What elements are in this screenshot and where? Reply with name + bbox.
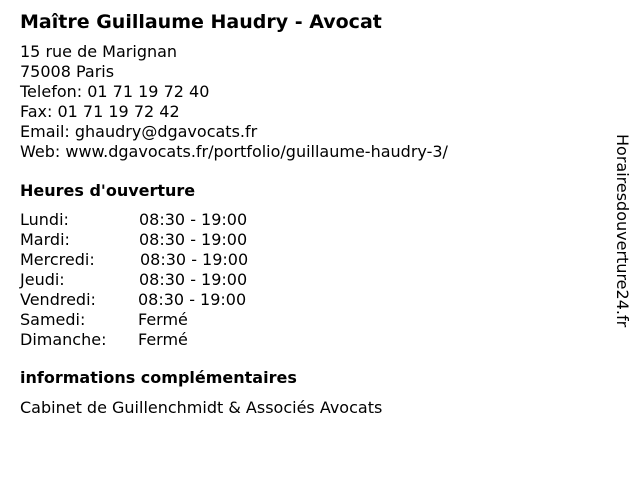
site-watermark: Horairesdouverture24.fr (613, 134, 632, 328)
hours-row-thursday (20, 270, 600, 290)
hours-time: 08:30 - 19:00 (139, 230, 248, 249)
additional-info-heading: informations complémentaires (20, 368, 297, 387)
hours-row-monday (20, 210, 600, 230)
hours-row-wednesday (20, 250, 600, 270)
opening-hours-list (20, 210, 600, 350)
phone-number: Telefon: 01 71 19 72 40 (20, 82, 210, 101)
hours-day: Vendredi: (20, 290, 96, 309)
hours-time: 08:30 - 19:00 (139, 270, 248, 289)
hours-day: Dimanche: (20, 330, 107, 349)
address-city: 75008 Paris (20, 62, 115, 81)
hours-time: 08:30 - 19:00 (140, 250, 249, 269)
hours-day: Mercredi: (20, 250, 95, 269)
hours-day: Samedi: (20, 310, 86, 329)
additional-info-text: Cabinet de Guillenchmidt & Associés Avocats (20, 398, 383, 417)
address-street: 15 rue de Marignan (20, 42, 178, 61)
email-address: Email: ghaudry@dgavocats.fr (20, 122, 258, 141)
hours-time: Fermé (138, 310, 188, 329)
hours-row-saturday (20, 310, 600, 330)
website-url: Web: www.dgavocats.fr/portfolio/guillaume-haudry-3/ (20, 142, 448, 161)
hours-row-friday (20, 290, 600, 310)
hours-day: Jeudi: (20, 270, 65, 289)
hours-time: 08:30 - 19:00 (139, 210, 248, 229)
hours-day: Mardi: (20, 230, 70, 249)
business-card (20, 10, 600, 418)
opening-hours-heading: Heures d'ouverture (20, 181, 196, 200)
hours-row-sunday (20, 330, 600, 350)
hours-time: Fermé (138, 330, 188, 349)
fax-number: Fax: 01 71 19 72 42 (20, 102, 180, 121)
hours-row-tuesday (20, 230, 600, 250)
hours-day: Lundi: (20, 210, 69, 229)
hours-time: 08:30 - 19:00 (138, 290, 247, 309)
business-title: Maître Guillaume Haudry - Avocat (20, 11, 382, 33)
